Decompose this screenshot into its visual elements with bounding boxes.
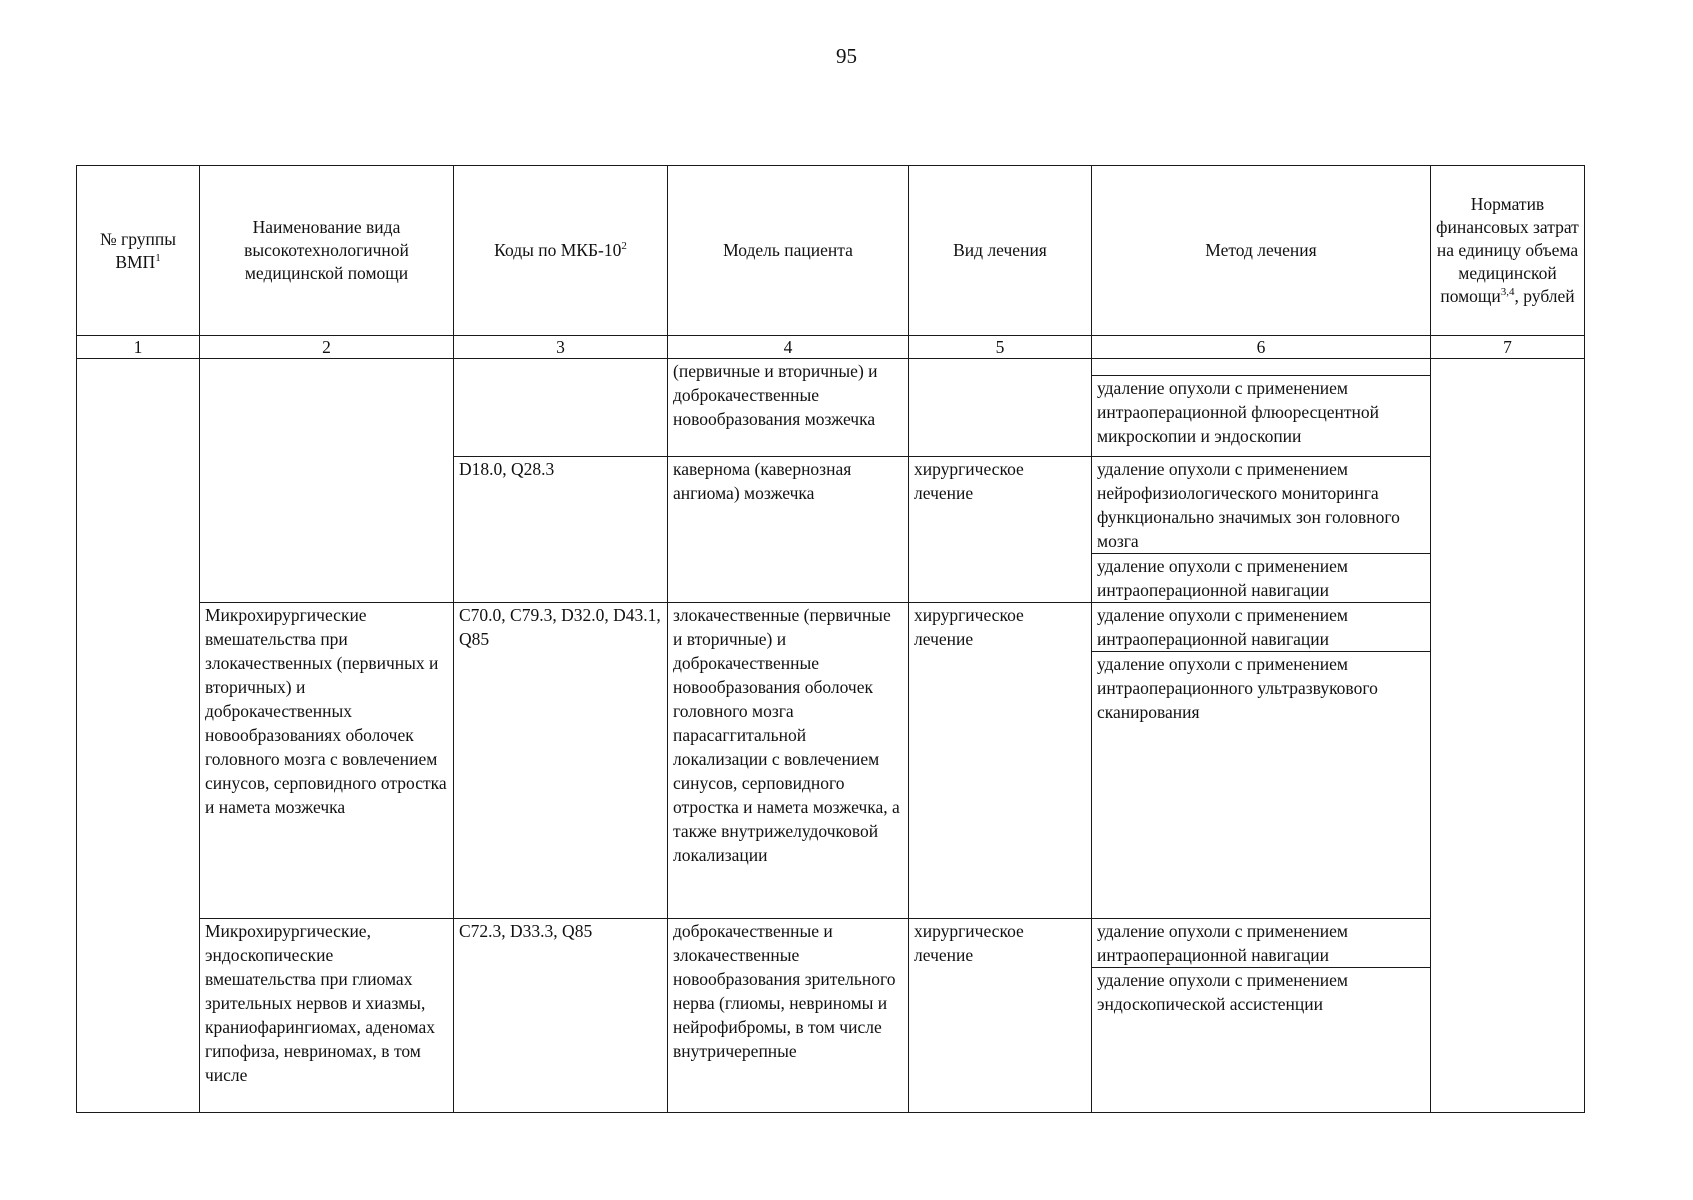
column-number: 2 [200,336,454,359]
vmp-name-cell [200,359,454,603]
header-icd-codes: Коды по МКБ-$10^2$ [454,166,668,336]
treatment-type-cell: хирургическое лечение [909,919,1092,1113]
column-number: 6 [1092,336,1431,359]
vmp-table [76,165,1585,1113]
treatment-method-cell [1092,919,1431,1113]
treatment-type-cell [909,359,1092,457]
treatment-type-cell: хирургическое лечение [909,603,1092,919]
patient-model-cell: кавернома (кавернозная ангиома) мозжечка [668,457,909,603]
column-number: 4 [668,336,909,359]
group-number-cell [77,359,200,1113]
treatment-method-cell [1092,603,1431,919]
method-item: удаление опухоли с применением интраоперационной навигации [1092,603,1430,652]
vmp-name-cell: Микрохирургические вмешательства при злокачественных (первичных и вторичных) и доброкачественных новообразованиях оболочек головного мозга с вовлечением синусов, серповидного отростка и намета мозжечка [200,603,454,919]
table-row [77,603,1585,919]
patient-model-cell: доброкачественные и злокачественные новообразования зрительного нерва (глиомы, невриномы и нейрофибромы, в том числе внутричерепные [668,919,909,1113]
column-number: 5 [909,336,1092,359]
method-item: удаление опухоли с применением интраоперационной навигации [1097,556,1348,600]
column-number: 3 [454,336,668,359]
table-row [77,359,1585,457]
financial-norm-cell [1431,359,1585,1113]
header-group-number: № группы ВМП$^1$ [77,166,200,336]
header-treatment-method: Метод лечения [1092,166,1431,336]
header-row [77,166,1585,336]
icd-codes-cell: C72.3, D33.3, Q85 [454,919,668,1113]
method-item: удаление опухоли с применением эндоскопической ассистенции [1097,970,1348,1014]
method-item: удаление опухоли с применением интраоперационного ультразвукового сканирования [1097,654,1378,722]
column-number: 1 [77,336,200,359]
method-item: удаление опухоли с применением нейрофизиологического мониторинга функционально значимых зон головного мозга [1092,457,1430,554]
column-number: 7 [1431,336,1585,359]
patient-model-cell: (первичные и вторичные) и доброкачественные новообразования мозжечка [668,359,909,457]
vmp-name-cell: Микрохирургические, эндоскопические вмешательства при глиомах зрительных нервов и хиазмы, краниофарингиомах, аденомах гипофиза, невриномах, в том числе [200,919,454,1113]
treatment-method-cell [1092,457,1431,603]
icd-codes-cell: D18.0, Q28.3 [454,457,668,603]
patient-model-cell: злокачественные (первичные и вторичные) и доброкачественные новообразования оболочек головного мозга парасаггитальной локализации с вовлечением синусов, серповидного отростка и намета мозжечка, а также внутрижелудочковой локализации [668,603,909,919]
table-row [77,919,1585,1113]
header-treatment-type: Вид лечения [909,166,1092,336]
header-vmp-name: Наименование вида высокотехнологичной медицинской помощи [200,166,454,336]
icd-codes-cell [454,359,668,457]
page-number: 95 [836,44,857,68]
column-number-row [77,336,1585,359]
method-item: удаление опухоли с применением интраоперационной навигации [1092,919,1430,968]
treatment-type-cell: хирургическое лечение [909,457,1092,603]
header-financial-norm: Норматив финансовых затрат на единицу объема медицинской помощи$^{3,4}$, рублей [1431,166,1585,336]
header-patient-model: Модель пациента [668,166,909,336]
treatment-method-cell [1092,359,1431,457]
icd-codes-cell: C70.0, C79.3, D32.0, D43.1, Q85 [454,603,668,919]
method-item: удаление опухоли с применением интраоперационной флюоресцентной микроскопии и эндоскопии [1092,375,1430,448]
